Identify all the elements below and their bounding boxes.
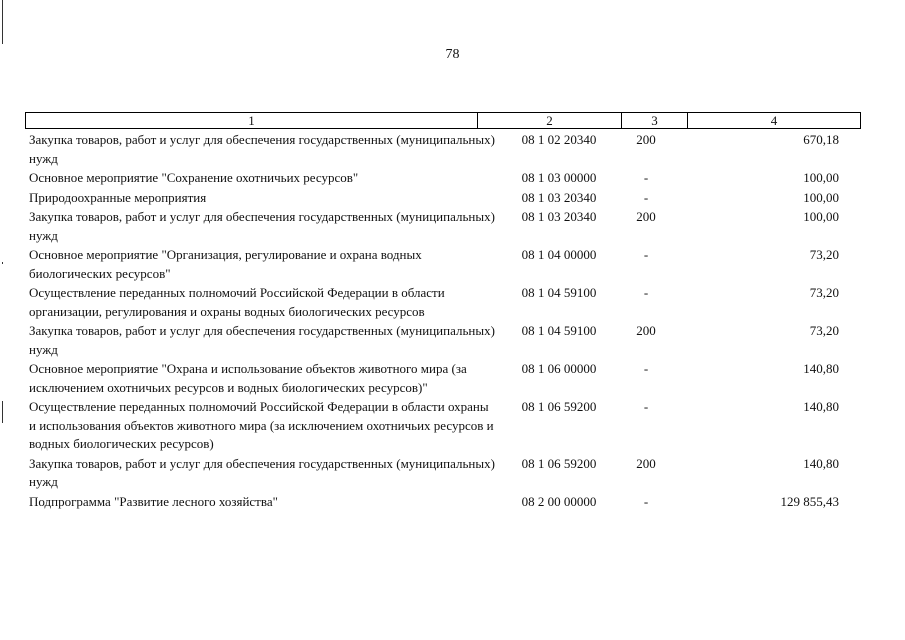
cell-code: 08 1 04 59100 <box>521 285 597 300</box>
cell-code: 08 1 03 20340 <box>521 209 597 224</box>
header-col-2: 2 <box>478 113 622 128</box>
table-row <box>29 284 839 321</box>
cell-code: 08 1 03 20340 <box>521 189 597 205</box>
header-col-3: 3 <box>622 113 688 128</box>
table-row <box>29 398 839 454</box>
table-row <box>29 322 839 359</box>
table-row <box>29 246 839 283</box>
table-row <box>29 169 839 188</box>
cell-amount: 140,80 <box>803 361 839 376</box>
table-row <box>29 360 839 397</box>
cell-name: Основное мероприятие "Охрана и использование объектов животного мира (за исключением охотничьих ресурсов и водных биологических ресурсов)" <box>29 361 467 395</box>
cell-type: - <box>643 361 649 376</box>
cell-amount: 140,80 <box>803 399 839 414</box>
table-header <box>25 112 861 129</box>
cell-name: Закупка товаров, работ и услуг для обеспечения государственных (муниципальных) нужд <box>29 132 495 166</box>
cell-code: 08 1 06 59200 <box>521 455 597 471</box>
cell-type: - <box>643 285 649 300</box>
table-row <box>29 493 839 512</box>
cell-name: Закупка товаров, работ и услуг для обеспечения государственных (муниципальных) нужд <box>29 323 495 357</box>
cell-type: - <box>643 493 649 509</box>
cell-code: 08 1 02 20340 <box>521 132 597 147</box>
cell-type: - <box>643 399 649 414</box>
cell-amount: 73,20 <box>809 247 839 262</box>
cell-code: 08 1 06 59200 <box>521 399 597 414</box>
binding-mark-lower <box>2 401 3 423</box>
cell-amount: 100,00 <box>803 189 839 205</box>
cell-amount: 100,00 <box>803 170 839 185</box>
cell-type: - <box>643 189 649 205</box>
table-row <box>29 131 839 168</box>
cell-name: Осуществление переданных полномочий Российской Федерации в области охраны и использования объектов животного мира (за исключением охотничьих ресурсов и водных биологических ресурсов) <box>29 399 494 451</box>
cell-code: 08 1 04 59100 <box>521 323 597 338</box>
cell-type: - <box>643 170 649 185</box>
binding-mark-middle <box>2 262 3 264</box>
cell-name: Природоохранные мероприятия <box>29 189 207 205</box>
cell-amount: 140,80 <box>803 455 839 471</box>
table-row <box>29 189 839 208</box>
page-number: 78 <box>445 47 460 62</box>
cell-name: Подпрограмма "Развитие лесного хозяйства" <box>29 493 278 509</box>
cell-type: 200 <box>636 209 656 224</box>
header-col-1: 1 <box>26 113 478 128</box>
cell-code: 08 1 03 00000 <box>521 170 597 185</box>
cell-type: - <box>643 247 649 262</box>
cell-amount: 73,20 <box>809 285 839 300</box>
cell-code: 08 1 06 00000 <box>521 361 597 376</box>
cell-type: 200 <box>636 455 656 471</box>
cell-type: 200 <box>636 323 656 338</box>
cell-name: Осуществление переданных полномочий Российской Федерации в области организации, регулирования и охраны водных биологических ресурсов <box>29 285 445 319</box>
table-row <box>29 208 839 245</box>
cell-name: Закупка товаров, работ и услуг для обеспечения государственных (муниципальных) нужд <box>29 455 495 489</box>
cell-type: 200 <box>636 132 656 147</box>
header-col-4: 4 <box>770 113 778 128</box>
cell-amount: 100,00 <box>803 209 839 224</box>
cell-name: Закупка товаров, работ и услуг для обеспечения государственных (муниципальных) нужд <box>29 209 495 243</box>
cell-amount: 670,18 <box>803 132 839 147</box>
cell-name: Основное мероприятие "Сохранение охотничьих ресурсов" <box>29 170 359 185</box>
table-body <box>29 131 839 512</box>
cell-name: Основное мероприятие "Организация, регулирование и охрана водных биологических ресурсов" <box>29 247 422 281</box>
table-row <box>29 455 839 492</box>
cell-amount: 129 855,43 <box>780 493 839 509</box>
cell-amount: 73,20 <box>809 323 839 338</box>
cell-code: 08 1 04 00000 <box>521 247 597 262</box>
binding-mark-top <box>2 0 3 44</box>
cell-code: 08 2 00 00000 <box>521 493 597 509</box>
